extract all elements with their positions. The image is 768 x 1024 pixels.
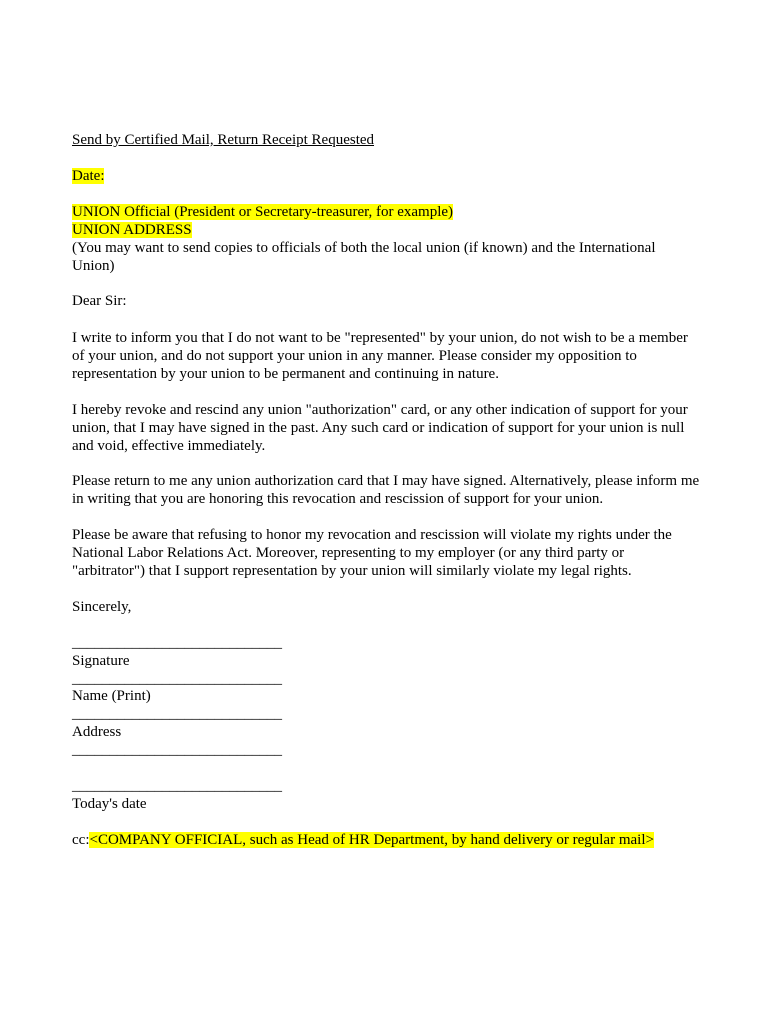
address-blank-line: ____________________________ — [72, 706, 282, 722]
signature-label: Signature — [72, 653, 130, 669]
address-blank-line: ____________________________ — [72, 742, 282, 758]
signature-blank-line: ____________________________ — [72, 635, 282, 651]
recipient-official-line — [72, 203, 453, 221]
todays-date-label: Today's date — [72, 796, 147, 812]
recipient-address: UNION ADDRESS — [72, 222, 192, 238]
cc-recipient: <COMPANY OFFICIAL, such as Head of HR Department, by hand delivery or regular mail> — [89, 832, 654, 848]
salutation: Dear Sir: — [72, 293, 127, 309]
delivery-note: Send by Certified Mail, Return Receipt Requested — [72, 132, 375, 148]
paragraph-line: and void, effective immediately. — [72, 438, 266, 454]
recipient-note-line: Union) — [72, 258, 115, 274]
paragraph-line: Please be aware that refusing to honor my revocation and rescission will violate my rights under the — [72, 527, 672, 543]
paragraph-line: Please return to me any union authorization card that I may have signed. Alternatively, please inform me — [72, 473, 700, 489]
cc-line — [72, 831, 654, 849]
date-blank-line: ____________________________ — [72, 778, 282, 794]
paragraph-line: "arbitrator") that I support representation by your union will similarly violate my legal rights. — [72, 563, 632, 579]
paragraph-line: of your union, and do not support your union in any manner. Please consider my opposition to — [72, 348, 637, 364]
paragraph-line: union, that I may have signed in the past. Any such card or indication of support for your union is null — [72, 420, 685, 436]
recipient-official: UNION Official (President or Secretary-treasurer, for example) — [72, 204, 454, 220]
paragraph-line: I write to inform you that I do not want to be "represented" by your union, do not wish to be a member — [72, 330, 688, 346]
cc-prefix: cc: — [72, 832, 90, 848]
date-line — [72, 167, 104, 185]
name-label: Name (Print) — [72, 688, 151, 704]
recipient-note-line: (You may want to send copies to officials of both the local union (if known) and the International — [72, 240, 656, 256]
paragraph-line: in writing that you are honoring this revocation and rescission of support for your union. — [72, 491, 604, 507]
paragraph-line: I hereby revoke and rescind any union "authorization" card, or any other indication of support for your — [72, 402, 688, 418]
date-label: Date: — [72, 168, 105, 184]
name-blank-line: ____________________________ — [72, 671, 282, 687]
address-label: Address — [72, 724, 122, 740]
paragraph-line: National Labor Relations Act. Moreover, representing to my employer (or any third party or — [72, 545, 625, 561]
closing: Sincerely, — [72, 599, 132, 615]
recipient-address-line — [72, 221, 192, 239]
paragraph-line: representation by your union to be permanent and continuing in nature. — [72, 366, 499, 382]
